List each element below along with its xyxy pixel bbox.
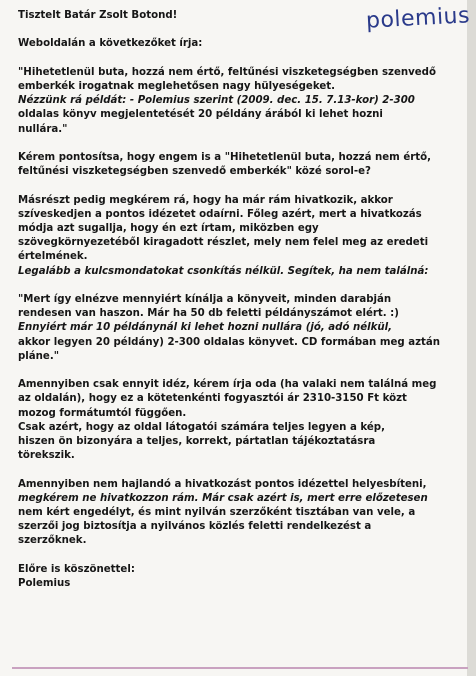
quote2-line: pláne." bbox=[18, 350, 59, 362]
para4-line: Csak azért, hogy az oldal látogatói számára teljes legyen a kép, bbox=[18, 421, 385, 433]
signature: Polemius bbox=[18, 578, 71, 589]
quote1-line: emberkék irogatnak meglehetősen nagy hülyeségeket. bbox=[18, 80, 335, 92]
salutation: Tisztelt Batár Zsolt Botond! bbox=[18, 10, 178, 21]
para5-line: nem kért engedélyt, és mint nyilván szerzőként tisztában van vele, a bbox=[18, 507, 416, 518]
para2-line: Kérem pontosítsa, hogy engem is a "Hihetetlenül buta, hozzá nem értő, bbox=[18, 151, 432, 163]
para3-line: szíveskedjen a pontos idézetet odaírni. Főleg azért, mert a hivatkozás bbox=[18, 208, 422, 220]
para4-line: Amennyiben csak ennyit idéz, kérem írja oda (ha valaki nem találná meg bbox=[18, 379, 437, 391]
intro: Weboldalán a következőket írja: bbox=[18, 38, 203, 50]
quote2-line: rendesen van haszon. Már ha 50 db feletti példányszámot elért. :) bbox=[18, 308, 399, 320]
quote1-line: "Hihetetlenül buta, hozzá nem értő, feltűnési viszketegségben szenvedő bbox=[18, 66, 436, 78]
para3-line: értelmének. bbox=[18, 251, 88, 263]
letter-body bbox=[18, 9, 470, 591]
quote1-line: Nézzünk rá példát: - Polemius szerint (2009. dec. 15. 7.13-kor) 2-300 bbox=[18, 95, 415, 107]
quote1-line: nullára." bbox=[18, 123, 68, 135]
para5-line: megkérem ne hivatkozzon rám. Már csak azért is, mert erre előzetesen bbox=[18, 492, 428, 504]
para5-line: Amennyiben nem hajlandó a hivatkozást pontos idézettel helyesbíteni, bbox=[18, 478, 427, 490]
para4-line: az oldalán), hogy ez a kötetenkénti fogyasztói ár 2310-3150 Ft közt bbox=[18, 393, 407, 405]
quote2-line: "Mert így elnézve mennyiért kínálja a könyveit, minden darabján bbox=[18, 293, 392, 305]
para4-line: mozog formátumtól függően. bbox=[18, 407, 187, 419]
para3-line: szövegkörnyezetéből kiragadott részlet, mely nem felel meg az eredeti bbox=[18, 237, 429, 249]
para4-line: hiszen ön bizonyára a teljes, korrekt, pártatlan tájékoztatásra bbox=[18, 436, 376, 447]
para3-line: Másrészt pedig megkérem rá, hogy ha már rám hivatkozik, akkor bbox=[18, 194, 393, 206]
quote2-line: Ennyiért már 10 példánynál ki lehet hozni nullára (jó, adó nélkül, bbox=[18, 322, 393, 334]
handwritten-signature: polemius bbox=[365, 3, 471, 34]
para3-line: módja azt sugallja, hogy én ezt írtam, miközben egy bbox=[18, 222, 319, 234]
para2-line: feltűnési viszketegségben szenvedő emberkék" közé sorol-e? bbox=[18, 166, 371, 178]
para4-line: törekszik. bbox=[18, 450, 75, 462]
para5-line: szerzőknek. bbox=[18, 535, 87, 547]
para5-line: szerzői jog biztosítja a nyilvános közlés feletti rendelkezést a bbox=[18, 521, 372, 533]
quote1-line: oldalas könyv megjelentetését 20 példány árából ki lehet hozni bbox=[18, 109, 383, 121]
closing: Előre is köszönettel: bbox=[18, 563, 135, 575]
quote2-line: akkor legyen 20 példány) 2-300 oldalas könyvet. CD formában meg aztán bbox=[18, 336, 440, 348]
para3-line: Legalább a kulcsmondatokat csonkítás nélkül. Segítek, ha nem találná: bbox=[18, 265, 429, 277]
bottom-rule bbox=[12, 667, 468, 669]
